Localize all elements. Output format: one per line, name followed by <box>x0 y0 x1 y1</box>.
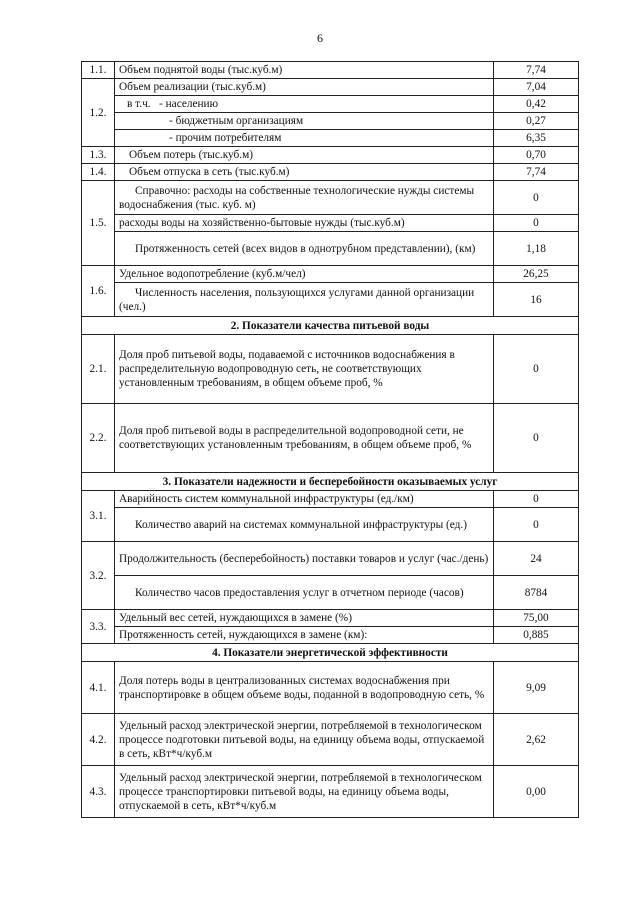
row-text: Протяженность сетей, нуждающихся в замене (км): <box>115 627 494 644</box>
table-row <box>82 335 579 404</box>
table-row <box>82 542 579 576</box>
row-value: 0 <box>494 508 579 542</box>
table-row <box>82 714 579 766</box>
row-number: 4.2. <box>82 714 115 766</box>
table-row <box>82 766 579 818</box>
table-row <box>82 576 579 610</box>
row-value: 0 <box>494 491 579 508</box>
row-text: Продолжительность (бесперебойность) поставки товаров и услуг (час./день) <box>115 542 494 576</box>
table-row <box>82 508 579 542</box>
row-value: 24 <box>494 542 579 576</box>
table-row <box>82 491 579 508</box>
row-value: 0,70 <box>494 147 579 164</box>
table-row <box>82 147 579 164</box>
section-title: 3. Показатели надежности и бесперебойности оказываемых услуг <box>82 473 579 491</box>
row-text: - бюджетным организациям <box>115 113 494 130</box>
table-row <box>82 164 579 181</box>
section-header-row <box>82 644 579 662</box>
row-text: Количество аварий на системах коммунальной инфраструктуры (ед.) <box>115 508 494 542</box>
row-value: 0,00 <box>494 766 579 818</box>
row-value: 75,00 <box>494 610 579 627</box>
row-value: 0,27 <box>494 113 579 130</box>
table-row <box>82 627 579 644</box>
row-value: 9,09 <box>494 662 579 714</box>
row-text: Объем потерь (тыс.куб.м) <box>115 147 494 164</box>
row-value: 7,74 <box>494 164 579 181</box>
row-value: 1,18 <box>494 232 579 266</box>
row-text: Объем отпуска в сеть (тыс.куб.м) <box>115 164 494 181</box>
indicators-table <box>81 61 579 818</box>
row-text: Удельный расход электрической энергии, потребляемой в технологическом процессе подготовки питьевой воды, на единицу объема воды, отпускаемой в сеть, кВт*ч/куб.м <box>115 714 494 766</box>
page-number: 6 <box>317 31 323 45</box>
row-number: 2.1. <box>82 335 115 404</box>
table-row <box>82 283 579 317</box>
row-text: Доля потерь воды в централизованных системах водоснабжения при транспортировке в общем объеме воды, поданной в водопроводную сеть, % <box>115 662 494 714</box>
row-text: Справочно: расходы на собственные технологические нужды системы водоснабжения (тыс. куб. м) <box>115 181 494 215</box>
row-value: 7,74 <box>494 62 579 79</box>
row-value: 2,62 <box>494 714 579 766</box>
row-number: 1.2. <box>82 79 115 147</box>
row-text: Удельный вес сетей, нуждающихся в замене (%) <box>115 610 494 627</box>
section-header-row <box>82 317 579 335</box>
row-text: Протяженность сетей (всех видов в однотрубном представлении), (км) <box>115 232 494 266</box>
section-title: 4. Показатели энергетической эффективности <box>82 644 579 662</box>
section-title: 2. Показатели качества питьевой воды <box>82 317 579 335</box>
table-row <box>82 130 579 147</box>
row-number: 1.4. <box>82 164 115 181</box>
row-text: Доля проб питьевой воды в распределительной водопроводной сети, не соответствующих установленным требованиям, в общем объеме проб, % <box>115 404 494 473</box>
row-number: 1.3. <box>82 147 115 164</box>
table-row <box>82 404 579 473</box>
row-text: Аварийность систем коммунальной инфраструктуры (ед./км) <box>115 491 494 508</box>
table-row <box>82 232 579 266</box>
row-value: 16 <box>494 283 579 317</box>
row-value: 0,42 <box>494 96 579 113</box>
table-row <box>82 215 579 232</box>
row-value: 8784 <box>494 576 579 610</box>
row-number: 3.1. <box>82 491 115 542</box>
row-number: 2.2. <box>82 404 115 473</box>
row-text: в т.ч. - населению <box>115 96 494 113</box>
row-value: 0,885 <box>494 627 579 644</box>
row-text: Удельный расход электрической энергии, потребляемой в технологическом процессе транспортировки питьевой воды, на единицу объема воды, отпускаемой в сеть, кВт*ч/куб.м <box>115 766 494 818</box>
table-row <box>82 96 579 113</box>
row-value: 0 <box>494 404 579 473</box>
row-text: Удельное водопотребление (куб.м/чел) <box>115 266 494 283</box>
row-number: 4.1. <box>82 662 115 714</box>
row-value: 26,25 <box>494 266 579 283</box>
row-number: 4.3. <box>82 766 115 818</box>
row-value: 0 <box>494 335 579 404</box>
row-text: - прочим потребителям <box>115 130 494 147</box>
table-row <box>82 62 579 79</box>
table-row <box>82 113 579 130</box>
row-number: 1.6. <box>82 266 115 317</box>
table-row <box>82 610 579 627</box>
table-row <box>82 266 579 283</box>
row-text: Объем реализации (тыс.куб.м) <box>115 79 494 96</box>
row-text: Объем поднятой воды (тыс.куб.м) <box>115 62 494 79</box>
row-value: 7,04 <box>494 79 579 96</box>
row-value: 0 <box>494 181 579 215</box>
table-row <box>82 181 579 215</box>
row-number: 3.2. <box>82 542 115 610</box>
row-value: 0 <box>494 215 579 232</box>
row-number: 1.5. <box>82 181 115 266</box>
row-text: Доля проб питьевой воды, подаваемой с источников водоснабжения в распределительную водопроводную сеть, не соответствующих установленным требованиям, в общем объеме проб, % <box>115 335 494 404</box>
table-row <box>82 662 579 714</box>
row-text: Численность населения, пользующихся услугами данной организации (чел.) <box>115 283 494 317</box>
table-row <box>82 79 579 96</box>
section-header-row <box>82 473 579 491</box>
row-text: расходы воды на хозяйственно-бытовые нужды (тыс.куб.м) <box>115 215 494 232</box>
row-text: Количество часов предоставления услуг в отчетном периоде (часов) <box>115 576 494 610</box>
row-value: 6,35 <box>494 130 579 147</box>
row-number: 3.3. <box>82 610 115 644</box>
row-number: 1.1. <box>82 62 115 79</box>
